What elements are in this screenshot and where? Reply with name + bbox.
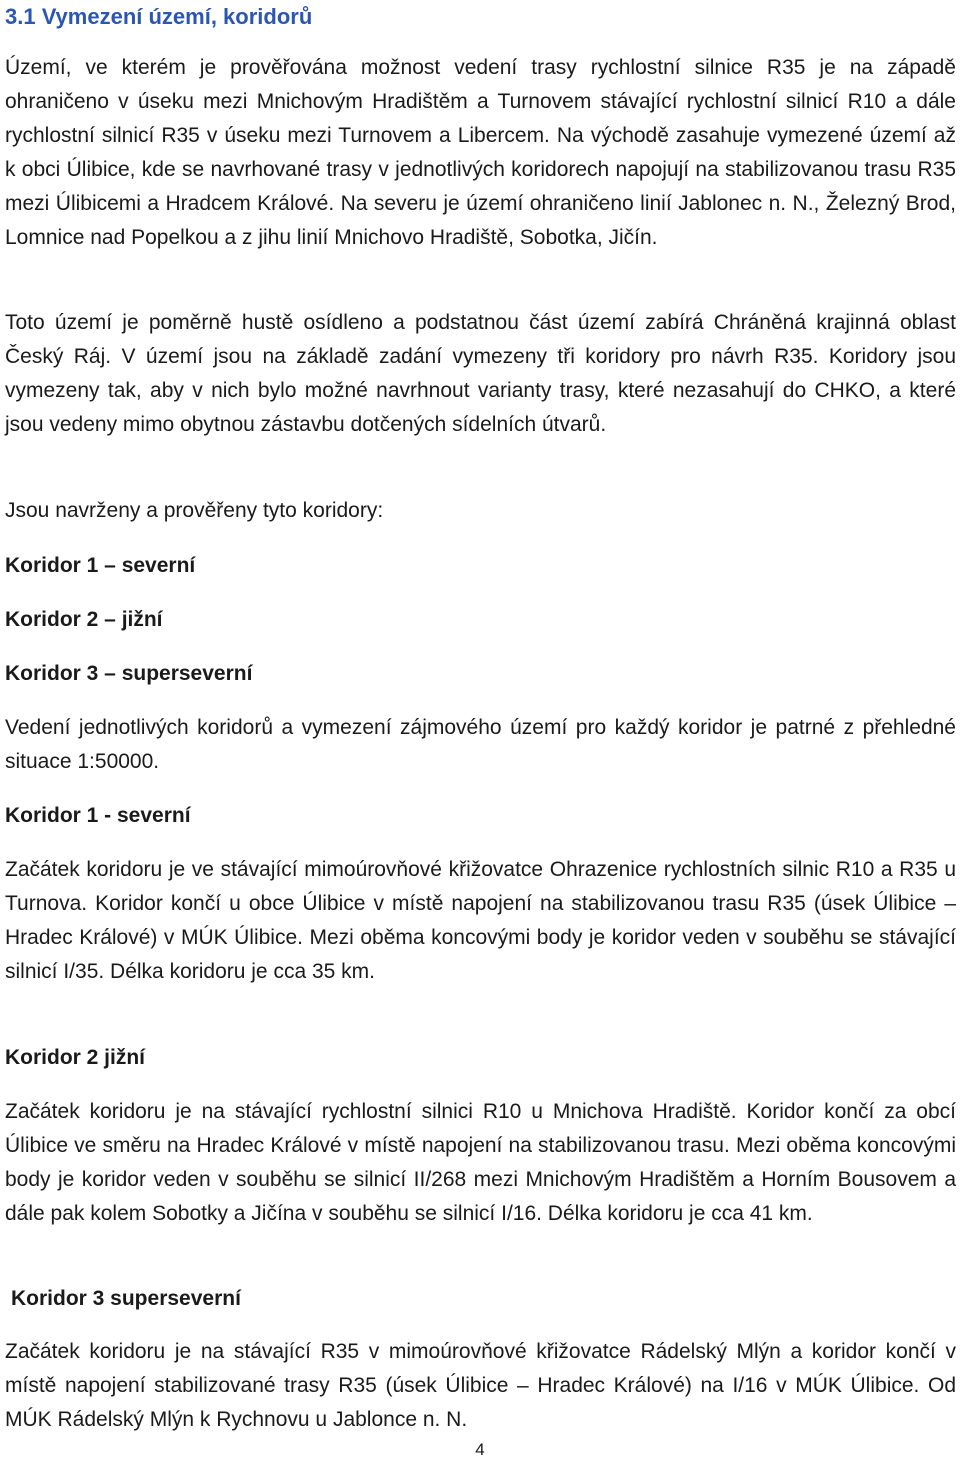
- paragraph-settlement-density: Toto území je poměrně hustě osídleno a podstatnou část území zabírá Chráněná krajinná oblast Český Ráj. V území jsou na základě zadání vymezeny tři koridory pro návrh R35. Koridory jsou vymezeny tak, aby v nich bylo možné navrhnout varianty trasy, které nezasahují do CHKO, a které jsou vedeny mimo obytnou zástavbu dotčených sídelních útvarů.: [5, 311, 956, 436]
- corridor-list-item-1: Koridor 1 – severní: [5, 554, 196, 577]
- corridor-list-item-2: Koridor 2 – jižní: [5, 608, 163, 631]
- heading-corridor-1: Koridor 1 - severní: [5, 804, 191, 827]
- page-number: 4: [475, 1440, 485, 1459]
- paragraph-territory-definition: Území, ve kterém je prověřována možnost vedení trasy rychlostní silnice R35 je na západě ohraničeno v úseku mezi Mnichovým Hradištěm a Turnovem stávající rychlostní silnicí R10 a dále rychlostní silnicí R35 v úseku mezi Turnovem a Libercem. Na východě zasahuje vymezené území až k obci Úlibice, kde se navrhované trasy v jednotlivých koridorech napojují na stabilizovanou trasu R35 mezi Úlibicemi a Hradcem Králové. Na severu je území ohraničeno linií Jablonec n. N., Železný Brod, Lomnice nad Popelkou a z jihu linií Mnichovo Hradiště, Sobotka, Jičín.: [5, 56, 956, 249]
- paragraph-corridor-1: Začátek koridoru je ve stávající mimoúrovňové křižovatce Ohrazenice rychlostních silnic R10 a R35 u Turnova. Koridor končí u obce Úlibice v místě napojení na stabilizovanou trasu R35 (úsek Úlibice – Hradec Králové) v MÚK Úlibice. Mezi oběma koncovými body je koridor veden v souběhu se stávající silnicí I/35. Délka koridoru je cca 35 km.: [5, 858, 956, 983]
- heading-corridor-3: Koridor 3 superseverní: [11, 1287, 241, 1310]
- heading-corridor-2: Koridor 2 jižní: [5, 1046, 146, 1069]
- paragraph-corridor-overview: Vedení jednotlivých koridorů a vymezení zájmového území pro každý koridor je patrné z přehledné situace 1:50000.: [5, 716, 956, 773]
- paragraph-corridors-intro: Jsou navrženy a prověřeny tyto koridory:: [5, 499, 384, 522]
- corridor-list-item-3: Koridor 3 – superseverní: [5, 662, 253, 685]
- section-title: 3.1 Vymezení území, koridorů: [5, 4, 313, 29]
- paragraph-corridor-2: Začátek koridoru je na stávající rychlostní silnici R10 u Mnichova Hradiště. Koridor končí za obcí Úlibice ve směru na Hradec Králové v místě napojení na stabilizovanou trasu. Mezi oběma koncovými body je koridor veden v souběhu se silnicí II/268 mezi Mnichovým Hradištěm a Horním Bousovem a dále pak kolem Sobotky a Jičína v souběhu se silnicí I/16. Délka koridoru je cca 41 km.: [5, 1100, 956, 1225]
- paragraph-corridor-3: Začátek koridoru je na stávající R35 v mimoúrovňové křižovatce Rádelský Mlýn a koridor končí v místě napojení stabilizované trasy R35 (úsek Úlibice – Hradec Králové) na I/16 v MÚK Úlibice. Od MÚK Rádelský Mlýn k Rychnovu u Jablonce n. N.: [5, 1340, 956, 1431]
